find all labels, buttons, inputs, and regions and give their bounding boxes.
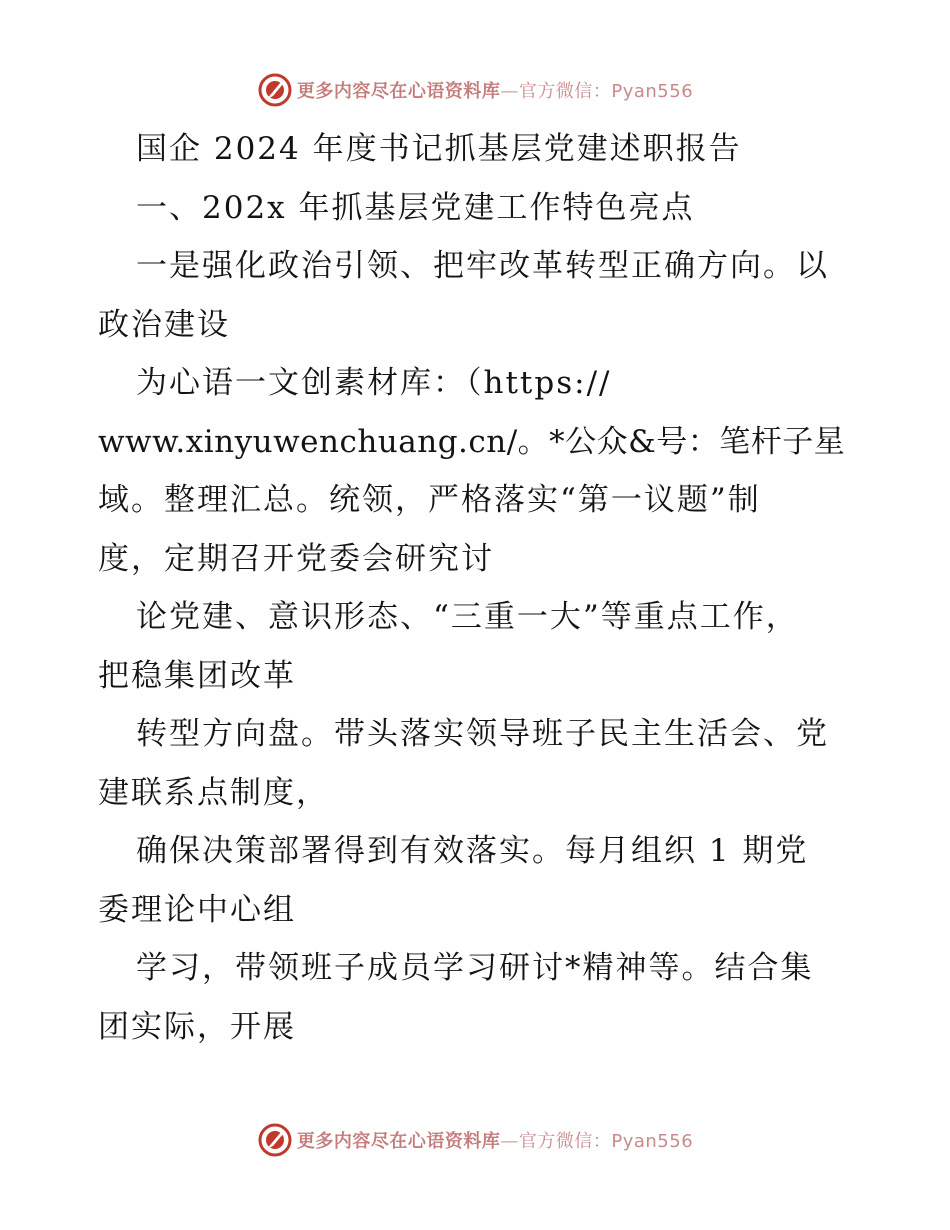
paragraph-line: www.xinyuwenchuang.cn/。*公众&号：笔杆子星: [98, 423, 846, 460]
document-body: [98, 120, 858, 1056]
banner-wechat-text: 官方微信：Pyan556: [518, 81, 694, 102]
paragraph-line: 学习，带领班子成员学习研讨*精神等。结合集: [136, 950, 814, 986]
document-title: 国企 2024 年度书记抓基层党建述职报告: [136, 131, 742, 167]
paragraph-line: 度，定期召开党委会研究讨: [98, 540, 494, 577]
banner-separator: —: [500, 1131, 519, 1152]
paragraph-line: 域。整理汇总。统领，严格落实“第一议题”制: [98, 482, 761, 518]
paragraph-line: 团实际，开展: [98, 1008, 296, 1045]
section-heading: 一、202x 年抓基层党建工作特色亮点: [136, 189, 695, 226]
paragraph-line: 建联系点制度，: [98, 774, 329, 811]
paragraph-line: 为心语一文创素材库：（https://: [136, 365, 612, 401]
paragraph-line: 确保决策部署得到有效落实。每月组织 1 期党: [136, 833, 809, 869]
banner-brand-text: 更多内容尽在心语资料库: [296, 81, 501, 102]
logo-icon: [257, 72, 293, 108]
paragraph-line: 把稳集团改革: [98, 657, 296, 694]
banner-brand-text: 更多内容尽在心语资料库: [296, 1131, 501, 1152]
paragraph-line: 委理论中心组: [98, 891, 296, 928]
banner-wechat-text: 官方微信：Pyan556: [518, 1131, 694, 1152]
banner-separator: —: [500, 81, 519, 102]
paragraph-line: 转型方向盘。带头落实领导班子民主生活会、党: [136, 716, 829, 752]
header-watermark: [0, 70, 950, 110]
paragraph-line: 一是强化政治引领、把牢改革转型正确方向。以: [136, 248, 829, 284]
paragraph-line: 论党建、意识形态、“三重一大”等重点工作，: [136, 599, 799, 635]
logo-icon: [257, 1122, 293, 1158]
paragraph-line: 政治建设: [98, 306, 230, 343]
footer-watermark: [0, 1120, 950, 1160]
